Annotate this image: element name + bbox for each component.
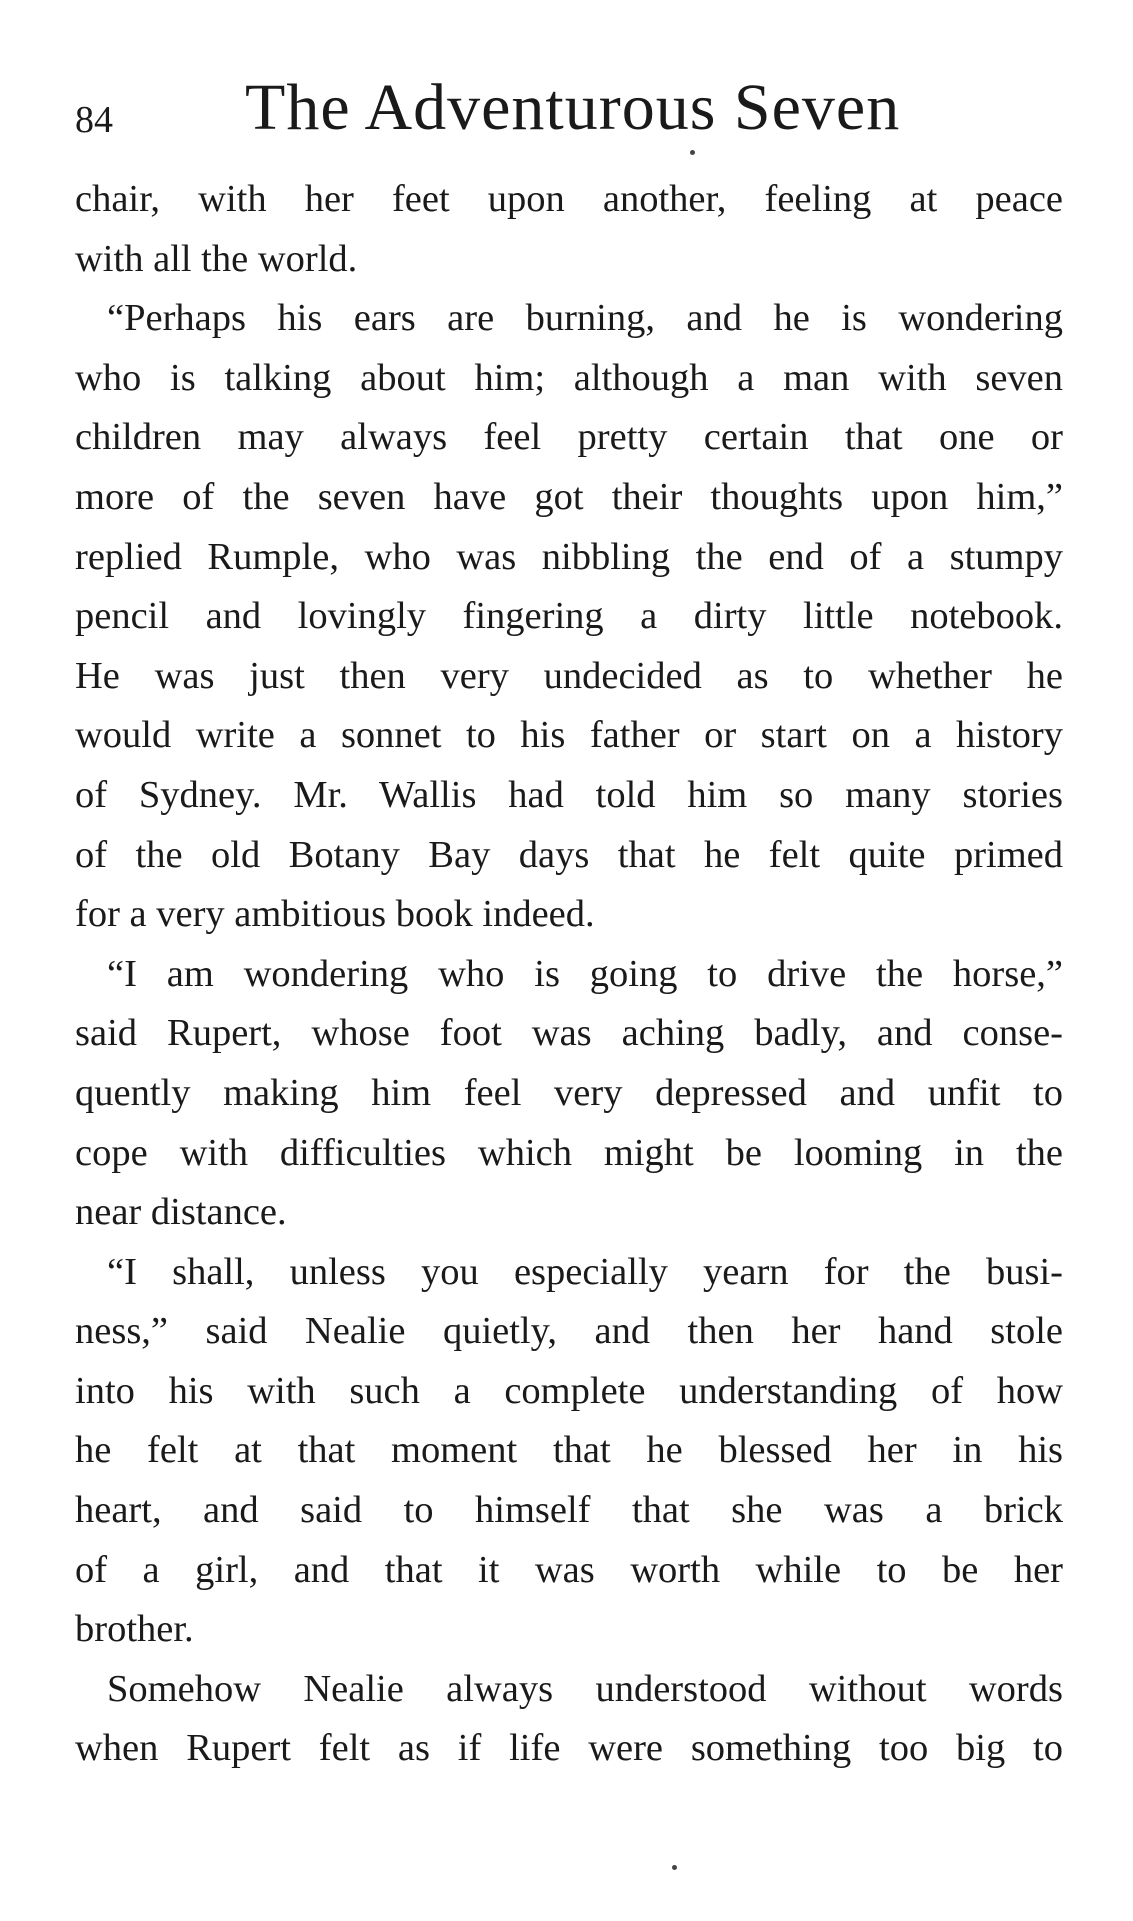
- text-line: He was just then very undecided as to whether he: [75, 654, 1063, 697]
- text-line: “I shall, unless you especially yearn for the busi-: [107, 1250, 1063, 1293]
- text-line: of a girl, and that it was worth while to be her: [75, 1548, 1063, 1591]
- text-line: “I am wondering who is going to drive the horse,”: [107, 952, 1063, 995]
- paragraph-5: [75, 1660, 1063, 1779]
- text-line: for a very ambitious book indeed.: [75, 893, 595, 936]
- text-line: chair, with her feet upon another, feeling at peace: [75, 178, 1063, 220]
- text-line: into his with such a complete understanding of how: [75, 1369, 1063, 1412]
- print-speck: [672, 1865, 677, 1870]
- body-text: [75, 170, 1063, 1779]
- text-line: pencil and lovingly fingering a dirty little notebook.: [75, 595, 1063, 638]
- running-title: The Adventurous Seven: [245, 71, 901, 144]
- text-line: cope with difficulties which might be looming in the: [75, 1131, 1063, 1174]
- paragraph-4: [75, 1243, 1063, 1660]
- text-line: quently making him feel very depressed and unfit to: [75, 1071, 1063, 1114]
- print-speck: [690, 150, 695, 155]
- text-line: heart, and said to himself that she was a brick: [75, 1489, 1063, 1532]
- text-line: “Perhaps his ears are burning, and he is wondering: [107, 297, 1063, 340]
- text-line: of Sydney. Mr. Wallis had told him so many stories: [75, 773, 1063, 816]
- text-line: ness,” said Nealie quietly, and then her hand stole: [75, 1310, 1063, 1353]
- text-line: near distance.: [75, 1191, 287, 1234]
- page-header: [75, 70, 1075, 150]
- text-line: children may always feel pretty certain that one or: [75, 416, 1063, 459]
- page-number: 84: [75, 99, 113, 141]
- text-line: who is talking about him; although a man with seven: [75, 356, 1063, 399]
- text-line: said Rupert, whose foot was aching badly, and conse-: [75, 1012, 1063, 1055]
- text-line: with all the world.: [75, 237, 358, 280]
- text-line: more of the seven have got their thoughts upon him,”: [75, 475, 1063, 518]
- text-line: of the old Botany Bay days that he felt quite primed: [75, 833, 1063, 876]
- text-line: replied Rumple, who was nibbling the end of a stumpy: [75, 535, 1063, 578]
- paragraph-2: [75, 289, 1063, 945]
- paragraph-3: [75, 945, 1063, 1243]
- text-line: would write a sonnet to his father or start on a history: [75, 714, 1063, 757]
- text-line: brother.: [75, 1608, 194, 1651]
- text-line: when Rupert felt as if life were something too big to: [75, 1727, 1063, 1770]
- text-line: he felt at that moment that he blessed her in his: [75, 1429, 1063, 1472]
- paragraph-1: [75, 170, 1063, 289]
- text-line: Somehow Nealie always understood without words: [107, 1667, 1063, 1710]
